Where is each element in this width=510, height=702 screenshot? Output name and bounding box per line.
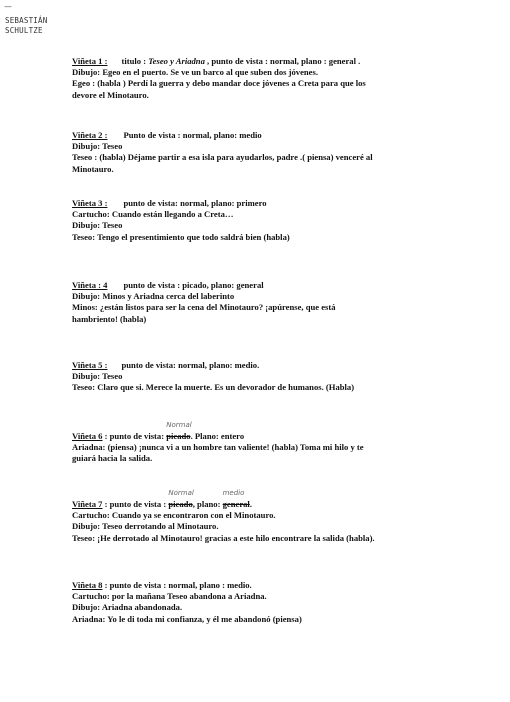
vineta-3-heading bbox=[72, 198, 472, 209]
vineta-6-plane-info: . Plano: entero bbox=[190, 431, 245, 441]
vineta-8-view-info: : punto de vista : normal, plano : medio. bbox=[102, 580, 252, 590]
vineta-6-view-prefix: : punto de vista: bbox=[102, 431, 167, 441]
vineta-2-block bbox=[72, 130, 472, 175]
vineta-5-label: Viñeta 5 : bbox=[72, 360, 108, 370]
vineta-4-view-info: punto de vista : picado, plano: general bbox=[123, 280, 264, 290]
vineta-2-line: Dibujo: Teseo bbox=[72, 141, 123, 152]
handwritten-last-name: SCHULTZE bbox=[5, 26, 43, 35]
vineta-3-view-info: punto de vista: normal, plano: primero bbox=[123, 198, 267, 208]
vineta-5-heading bbox=[72, 360, 472, 371]
vineta-6-line: Ariadna: (piensa) ¡nunca vi a un hombre tan valiente! (habla) Toma mi hilo y te bbox=[72, 442, 364, 453]
vineta-3-line: Cartucho: Cuando están llegando a Creta… bbox=[72, 209, 234, 220]
vineta-2-line: Teseo : (habla) Déjame partir a esa isla para ayudarlos, padre .( piensa) venceré al bbox=[72, 152, 373, 163]
vineta-2-view-info: Punto de vista : normal, plano: medio bbox=[123, 130, 262, 140]
vineta-3-line: Dibujo: Teseo bbox=[72, 220, 123, 231]
vineta-7-line: Cartucho: Cuando ya se encontraron con el Minotauro. bbox=[72, 510, 276, 521]
vineta-2-label: Viñeta 2 : bbox=[72, 130, 108, 140]
vineta-4-line: hambriento! (habla) bbox=[72, 313, 147, 324]
corner-mark: — bbox=[4, 2, 12, 11]
vineta-4-heading bbox=[72, 280, 472, 291]
vineta-1-line: Dibujo: Egeo en el puerto. Se ve un barco al que suben dos jóvenes. bbox=[72, 67, 318, 78]
vineta-7-struck-text: picado bbox=[168, 499, 193, 509]
vineta-8-heading bbox=[72, 580, 472, 591]
vineta-7-heading bbox=[72, 489, 472, 510]
vineta-5-line: Dibujo: Teseo bbox=[72, 371, 123, 382]
handwritten-first-name: SEBASTIÁN bbox=[5, 16, 48, 25]
vineta-7-line: Teseo: ¡He derrotado al Minotauro! gracias a este hilo encontrare la salida (habla). bbox=[72, 532, 375, 543]
vineta-1-block bbox=[72, 56, 472, 101]
vineta-1-label: Viñeta 1 : bbox=[72, 56, 108, 66]
vineta-6-heading bbox=[72, 421, 472, 442]
vineta-8-line: Ariadna: Yo le di toda mi confianza, y él me abandonó (piensa) bbox=[72, 613, 302, 624]
vineta-1-line: devore el Minotauro. bbox=[72, 89, 149, 100]
vineta-8-line: Dibujo: Ariadna abandonada. bbox=[72, 602, 183, 613]
vineta-7-heading-end: . bbox=[249, 499, 252, 509]
vineta-7-label: Viñeta 7 bbox=[72, 499, 103, 509]
vineta-7-block bbox=[72, 489, 472, 544]
vineta-8-block bbox=[72, 580, 472, 625]
vineta-1-title-prefix: titulo : bbox=[121, 56, 149, 66]
vineta-5-line: Teseo: Claro que si. Merece la muerte. Es un devorador de humanos. (Habla) bbox=[72, 382, 355, 393]
vineta-6-label: Viñeta 6 bbox=[72, 431, 103, 441]
vineta-7-line: Dibujo: Teseo derrotando al Minotauro. bbox=[72, 521, 219, 532]
vineta-4-label: Viñeta : 4 bbox=[72, 280, 108, 290]
vineta-4-line: Minos: ¿están listos para ser la cena del Minotauro? ¡apúrense, que está bbox=[72, 302, 336, 313]
vineta-1-heading bbox=[72, 56, 472, 67]
vineta-2-line: Minotauro. bbox=[72, 163, 114, 174]
vineta-7-plane-prefix: , plano: bbox=[192, 499, 223, 509]
vineta-5-block bbox=[72, 360, 472, 394]
vineta-5-view-info: punto de vista: normal, plano: medio. bbox=[121, 360, 260, 370]
vineta-6-line: guiará hacia la salida. bbox=[72, 453, 153, 464]
vineta-8-line: Cartucho: por la mañana Teseo abandona a Ariadna. bbox=[72, 591, 267, 602]
vineta-3-block bbox=[72, 198, 472, 243]
vineta-2-heading bbox=[72, 130, 472, 141]
vineta-6-struck-text: picado bbox=[166, 431, 191, 441]
vineta-8-label: Viñeta 8 bbox=[72, 580, 103, 590]
vineta-3-line: Teseo: Tengo el presentimiento que todo saldrá bien (habla) bbox=[72, 231, 290, 242]
vineta-1-line: Egeo : (habla ) Perdí la guerra y debo mandar doce jóvenes a Creta para que los bbox=[72, 78, 366, 89]
vineta-4-block bbox=[72, 280, 472, 325]
vineta-7-view-prefix: : punto de vista : bbox=[102, 499, 169, 509]
vineta-1-title: Teseo y Ariadna bbox=[148, 56, 205, 66]
vineta-3-label: Viñeta 3 : bbox=[72, 198, 108, 208]
vineta-6-block bbox=[72, 421, 472, 465]
vineta-7-handwritten-correction-2: medio bbox=[222, 489, 245, 497]
handwritten-author-name bbox=[5, 16, 47, 36]
vineta-1-view-info: , punto de vista : normal, plano : general . bbox=[204, 56, 361, 66]
vineta-6-handwritten-correction: Normal bbox=[166, 421, 192, 429]
vineta-7-handwritten-correction: Normal bbox=[168, 489, 194, 497]
vineta-7-struck-text-2: general bbox=[222, 499, 250, 509]
vineta-4-line: Dibujo: Minos y Ariadna cerca del laberinto bbox=[72, 291, 235, 302]
